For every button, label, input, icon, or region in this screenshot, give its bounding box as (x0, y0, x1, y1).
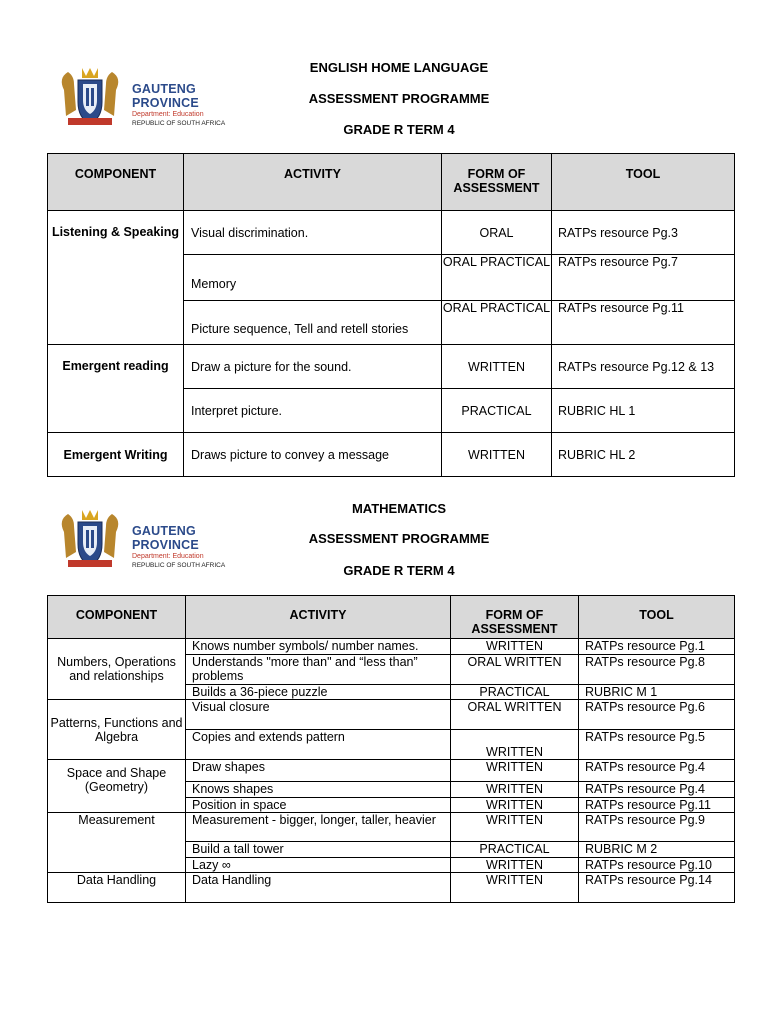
activity-cell: Builds a 36-piece puzzle (186, 685, 451, 700)
gauteng-logo (50, 502, 260, 572)
maths-assessment-table (47, 595, 735, 903)
activity-cell: Memory (184, 255, 442, 301)
activity-cell: Copies and extends pattern (186, 730, 451, 760)
tool-cell: RATPs resource Pg.14 (579, 873, 735, 903)
form-cell: WRITTEN (451, 873, 579, 903)
activity-cell: Interpret picture. (184, 389, 442, 433)
tool-cell: RATPs resource Pg.11 (552, 301, 735, 345)
tool-cell: RUBRIC HL 2 (552, 433, 735, 477)
coat-of-arms-icon (50, 502, 130, 572)
table-row (48, 211, 735, 255)
tool-cell: RUBRIC M 2 (579, 842, 735, 858)
form-cell: ORAL (442, 211, 552, 255)
tool-cell: RATPs resource Pg.1 (579, 639, 735, 655)
form-cell: WRITTEN (451, 858, 579, 873)
tool-cell: RATPs resource Pg.12 & 13 (552, 345, 735, 389)
form-cell: WRITTEN (442, 345, 552, 389)
activity-cell: Measurement - bigger, longer, taller, heavier (186, 813, 451, 842)
table-row (48, 433, 735, 477)
gauteng-logo (50, 60, 260, 130)
component-cell: Data Handling (48, 873, 186, 903)
tool-cell: RATPs resource Pg.4 (579, 782, 735, 798)
table-row (48, 639, 735, 655)
activity-cell: Lazy ∞ (186, 858, 451, 873)
logo-department-text: Department: Education (132, 111, 204, 118)
form-cell: PRACTICAL (451, 842, 579, 858)
header-tool: TOOL (579, 596, 735, 639)
component-cell: Emergent reading (48, 345, 184, 433)
form-cell: ORAL PRACTICAL (442, 301, 552, 345)
form-cell: WRITTEN (451, 782, 579, 798)
form-cell: WRITTEN (451, 798, 579, 813)
component-cell: Listening & Speaking (48, 211, 184, 345)
header-component: COMPONENT (48, 154, 184, 211)
form-cell: ORAL PRACTICAL (442, 255, 552, 301)
header-form: FORM OF ASSESSMENT (442, 154, 552, 211)
tool-cell: RUBRIC HL 1 (552, 389, 735, 433)
maths-heading-programme: ASSESSMENT PROGRAMME (308, 531, 490, 546)
table-header-row (48, 154, 735, 211)
logo-department-text: Department: Education (132, 553, 204, 560)
table-row (48, 700, 735, 730)
tool-cell: RATPs resource Pg.10 (579, 858, 735, 873)
tool-cell: RUBRIC M 1 (579, 685, 735, 700)
form-cell: WRITTEN (451, 730, 579, 760)
maths-heading-title: MATHEMATICS (351, 501, 447, 516)
tool-cell: RATPs resource Pg.8 (579, 655, 735, 685)
activity-cell: Visual closure (186, 700, 451, 730)
component-cell: Emergent Writing (48, 433, 184, 477)
activity-cell: Draws picture to convey a message (184, 433, 442, 477)
component-cell: Measurement (48, 813, 186, 873)
form-cell: PRACTICAL (451, 685, 579, 700)
activity-cell: Position in space (186, 798, 451, 813)
tool-cell: RATPs resource Pg.6 (579, 700, 735, 730)
tool-cell: RATPs resource Pg.11 (579, 798, 735, 813)
table-row (48, 873, 735, 903)
tool-cell: RATPs resource Pg.5 (579, 730, 735, 760)
form-cell: WRITTEN (442, 433, 552, 477)
header-tool: TOOL (552, 154, 735, 211)
table-row (48, 760, 735, 782)
component-cell: Numbers, Operations and relationships (48, 639, 186, 700)
tool-cell: RATPs resource Pg.3 (552, 211, 735, 255)
logo-province-text: GAUTENG PROVINCE (132, 524, 199, 552)
tool-cell: RATPs resource Pg.7 (552, 255, 735, 301)
form-cell: WRITTEN (451, 813, 579, 842)
form-cell: WRITTEN (451, 639, 579, 655)
activity-cell: Knows number symbols/ number names. (186, 639, 451, 655)
header-activity: ACTIVITY (184, 154, 442, 211)
logo-republic-text: REPUBLIC OF SOUTH AFRICA (132, 120, 226, 127)
table-row (48, 813, 735, 842)
form-cell: PRACTICAL (442, 389, 552, 433)
coat-of-arms-icon (50, 60, 130, 130)
activity-cell: Picture sequence, Tell and retell stories (184, 301, 442, 345)
maths-heading-grade: GRADE R TERM 4 (343, 563, 455, 578)
activity-cell: Visual discrimination. (184, 211, 442, 255)
header-activity: ACTIVITY (186, 596, 451, 639)
activity-cell: Knows shapes (186, 782, 451, 798)
tool-cell: RATPs resource Pg.4 (579, 760, 735, 782)
logo-province-text: GAUTENG PROVINCE (132, 82, 199, 110)
activity-cell: Build a tall tower (186, 842, 451, 858)
component-cell: Space and Shape (Geometry) (48, 760, 186, 813)
activity-cell: Draw shapes (186, 760, 451, 782)
form-cell: WRITTEN (451, 760, 579, 782)
english-heading-grade: GRADE R TERM 4 (343, 122, 455, 137)
logo-republic-text: REPUBLIC OF SOUTH AFRICA (132, 562, 226, 569)
english-assessment-table (47, 153, 735, 477)
activity-cell: Understands "more than" and “less than” problems (186, 655, 451, 685)
tool-cell: RATPs resource Pg.9 (579, 813, 735, 842)
form-cell: ORAL WRITTEN (451, 700, 579, 730)
form-cell: ORAL WRITTEN (451, 655, 579, 685)
activity-cell: Data Handling (186, 873, 451, 903)
activity-cell: Draw a picture for the sound. (184, 345, 442, 389)
english-heading-programme: ASSESSMENT PROGRAMME (308, 91, 490, 106)
header-form: FORM OF ASSESSMENT (451, 596, 579, 639)
component-cell: Patterns, Functions and Algebra (48, 700, 186, 760)
english-heading-title: ENGLISH HOME LANGUAGE (309, 60, 489, 75)
table-row (48, 345, 735, 389)
header-component: COMPONENT (48, 596, 186, 639)
table-header-row (48, 596, 735, 639)
